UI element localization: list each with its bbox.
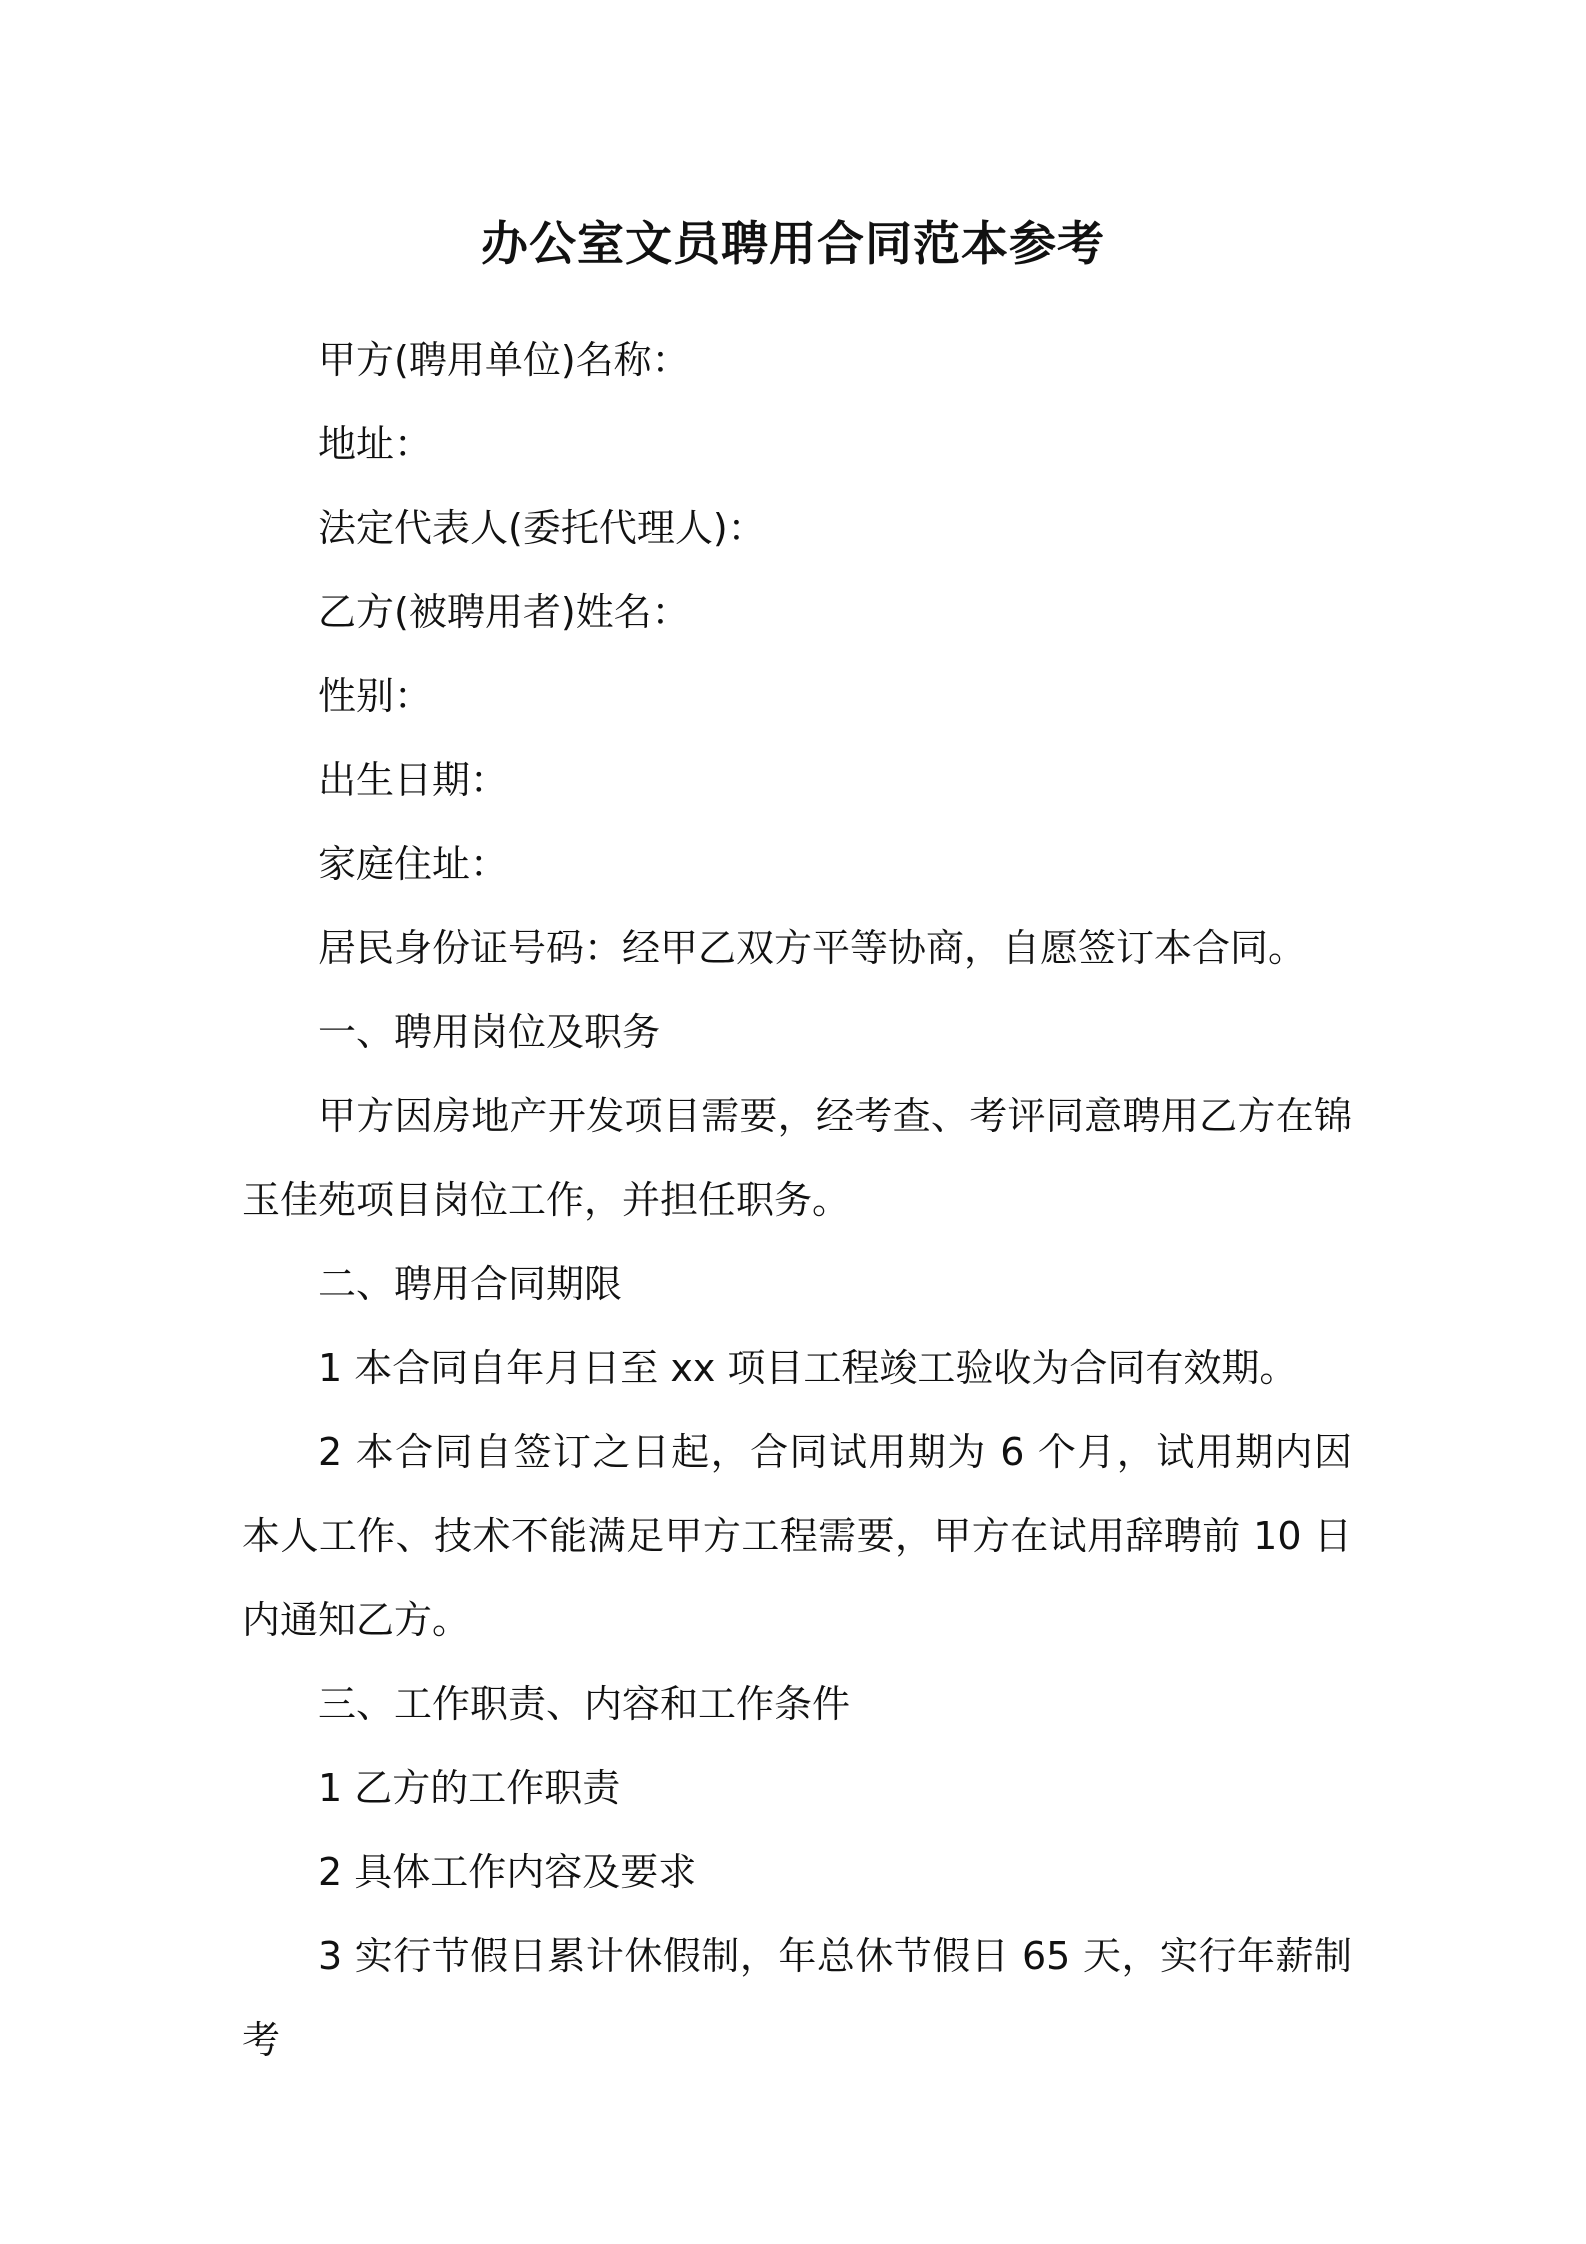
- section-2-item-1: 1 本合同自年月日至 xx 项目工程竣工验收为合同有效期。: [318, 1346, 1298, 1390]
- legal-representative-line: 法定代表人(委托代理人)：: [318, 506, 766, 550]
- section-heading-3: 三、工作职责、内容和工作条件: [318, 1682, 851, 1726]
- section-3-item-2: 2 具体工作内容及要求: [318, 1850, 697, 1894]
- gender-line: 性别：: [318, 674, 433, 718]
- section-3-item-1: 1 乙方的工作职责: [318, 1766, 621, 1810]
- section-1-paragraph: 甲方因房地产开发项目需要，经考查、考评同意聘用乙方在锦玉佳苑项目岗位工作，并担任职务。: [242, 1094, 1352, 1222]
- document-title: 办公室文员聘用合同范本参考: [481, 217, 1105, 272]
- home-address-line: 家庭住址：: [318, 842, 509, 886]
- section-heading-2: 二、聘用合同期限: [318, 1262, 623, 1306]
- party-b-name-line: 乙方(被聘用者)姓名：: [318, 590, 690, 634]
- section-2-item-2: 2 本合同自签订之日起，合同试用期为 6 个月，试用期内因本人工作、技术不能满足甲方工程需要，甲方在试用辞聘前 10 日内通知乙方。: [242, 1430, 1352, 1642]
- section-3-item-3: 3 实行节假日累计休假制，年总休节假日 65 天，实行年薪制考: [242, 1934, 1352, 2062]
- id-number-line: 居民身份证号码：经甲乙双方平等协商，自愿签订本合同。: [318, 926, 1307, 970]
- party-a-name-line: 甲方(聘用单位)名称：: [318, 338, 690, 382]
- party-a-address-line: 地址：: [318, 422, 433, 466]
- birth-date-line: 出生日期：: [318, 758, 509, 802]
- document-body: [242, 318, 1352, 2082]
- section-heading-1: 一、聘用岗位及职务: [318, 1010, 661, 1054]
